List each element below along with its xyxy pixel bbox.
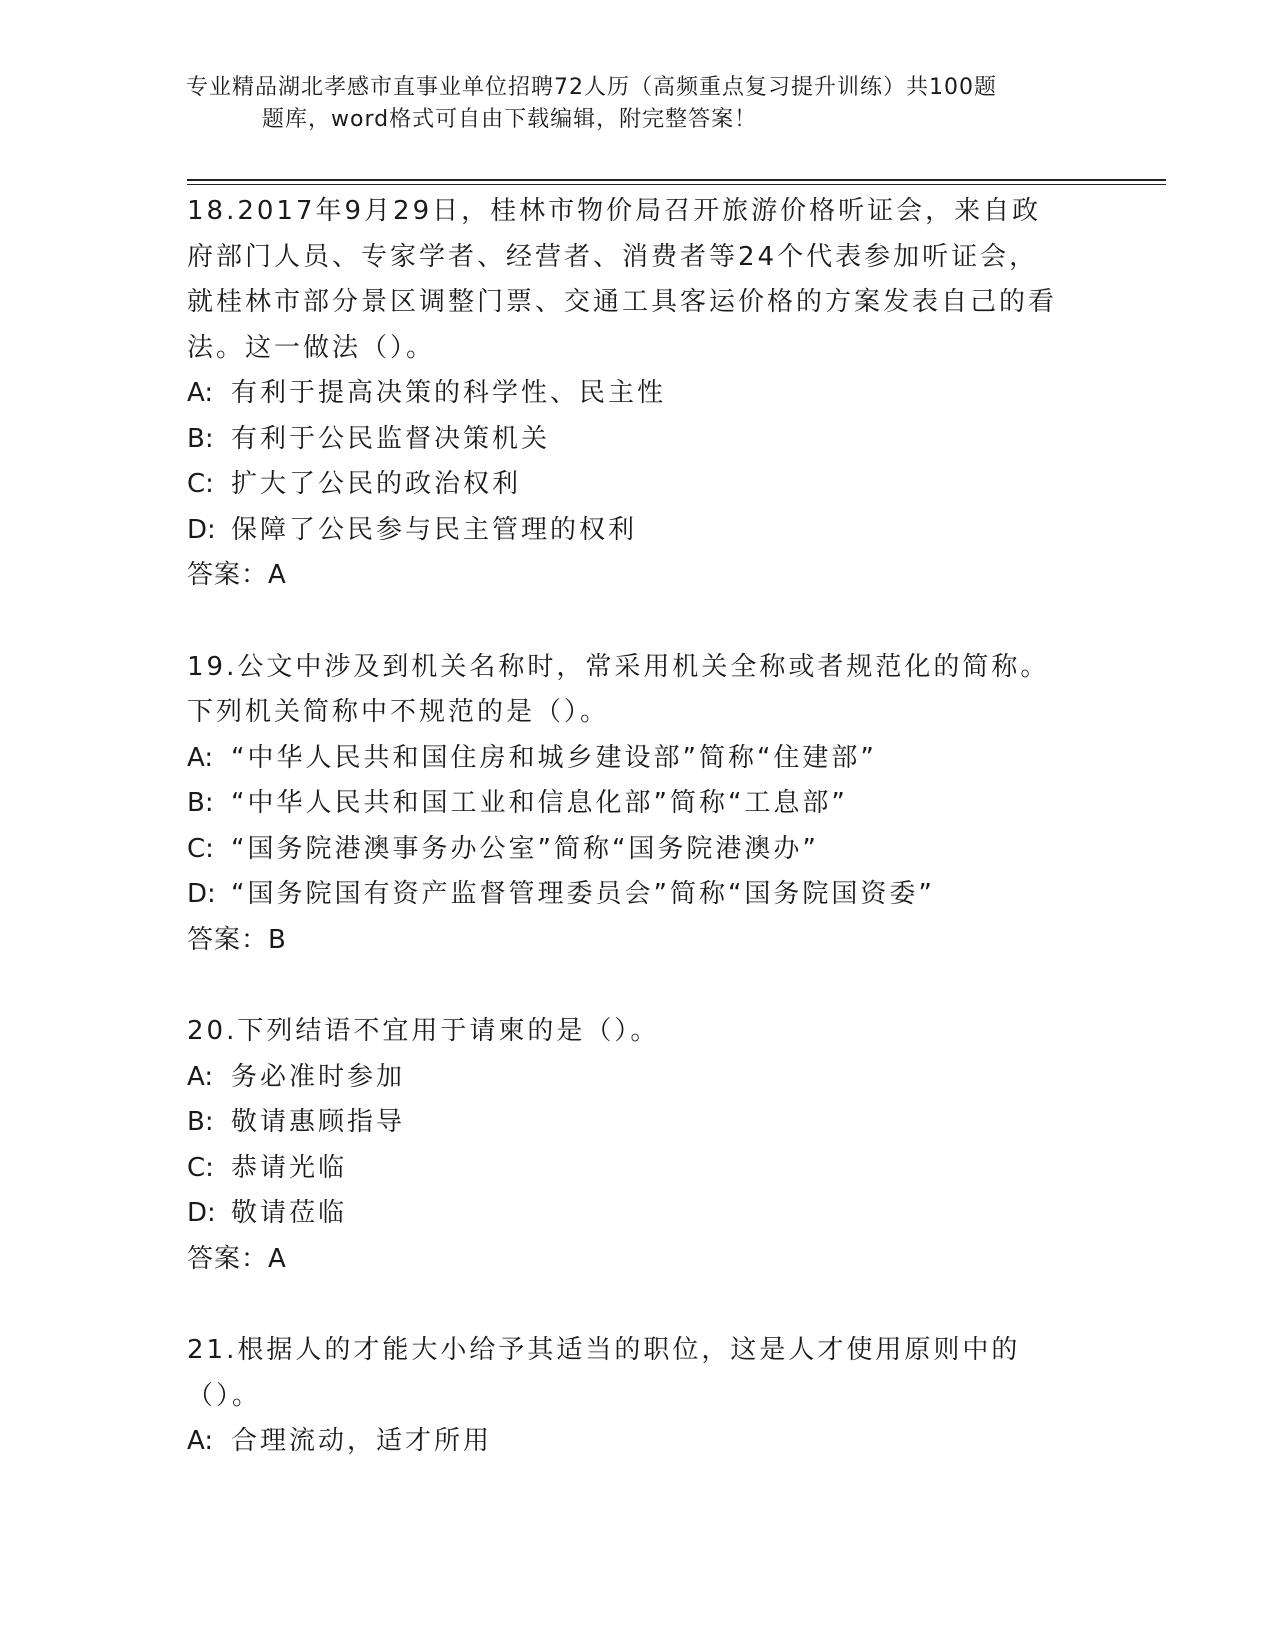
option-a — [187, 736, 1087, 782]
option-a — [187, 1419, 1087, 1465]
option-b — [187, 781, 1087, 827]
option-text: 合理流动，适才所用 — [231, 1426, 493, 1456]
option-label: B: — [187, 788, 214, 818]
option-label: B: — [187, 423, 214, 454]
header-divider-thick — [187, 179, 1166, 181]
answer-line: 答案：A — [187, 560, 287, 590]
option-text: 务必准时参加 — [231, 1061, 406, 1092]
option-c — [187, 462, 1087, 508]
option-label: A: — [187, 1426, 214, 1456]
option-text: 敬请莅临 — [231, 1198, 348, 1228]
option-text: 恭请光临 — [231, 1152, 348, 1183]
option-text: 保障了公民参与民主管理的权利 — [231, 514, 638, 545]
option-label: C: — [187, 1152, 214, 1183]
question-text: 20.下列结语不宜用于请柬的是（）。 — [187, 1016, 660, 1046]
option-d — [187, 508, 1087, 554]
option-text: 有利于公民监督决策机关 — [231, 423, 551, 454]
option-b — [187, 417, 1087, 463]
question-list — [187, 189, 1087, 1511]
option-c — [187, 827, 1087, 873]
header-line-1: 专业精品湖北孝感市直事业单位招聘72人历（高频重点复习提升训练）共100题 — [186, 75, 997, 100]
option-text: 扩大了公民的政治权利 — [231, 469, 522, 499]
option-label: D: — [187, 514, 216, 545]
option-label: D: — [187, 1198, 216, 1228]
option-text: 有利于提高决策的科学性、民主性 — [231, 378, 667, 408]
question-text: 18.2017年9月29日，桂林市物价局召开旅游价格听证会，来自政府部门人员、专家学者、经营者、消费者等24个代表参加听证会，就桂林市部分景区调整门票、交通工具客运价格的方案发表自己的看法。这一做法（）。 — [187, 196, 1058, 363]
option-label: B: — [187, 1107, 214, 1137]
option-label: C: — [187, 469, 214, 499]
option-c — [187, 1146, 1087, 1192]
answer-line: 答案：B — [187, 924, 287, 955]
question-20 — [187, 1009, 1087, 1282]
question-19 — [187, 645, 1087, 964]
option-text: “中华人民共和国工业和信息化部”简称“工息部” — [231, 788, 848, 818]
question-21 — [187, 1328, 1087, 1465]
option-d — [187, 872, 1087, 918]
option-label: D: — [187, 879, 216, 909]
option-text: “中华人民共和国住房和城乡建设部”简称“住建部” — [231, 742, 877, 773]
header-line-2: 题库，word格式可自由下载编辑，附完整答案！ — [262, 107, 758, 132]
option-label: A: — [187, 378, 214, 408]
document-header — [186, 72, 1086, 136]
option-a — [187, 371, 1087, 417]
option-label: C: — [187, 833, 214, 864]
option-text: “国务院港澳事务办公室”简称“国务院港澳办” — [231, 833, 819, 864]
question-18 — [187, 189, 1087, 599]
option-label: A: — [187, 742, 214, 773]
answer-line: 答案：A — [187, 1243, 287, 1274]
header-divider-thin — [187, 184, 1166, 185]
question-text: 21.根据人的才能大小给予其适当的职位，这是人才使用原则中的（）。 — [187, 1335, 1021, 1411]
option-d — [187, 1191, 1087, 1237]
option-text: “国务院国有资产监督管理委员会”简称“国务院国资委” — [231, 879, 935, 909]
option-text: 敬请惠顾指导 — [231, 1107, 406, 1137]
option-a — [187, 1055, 1087, 1101]
option-b — [187, 1100, 1087, 1146]
question-text: 19.公文中涉及到机关名称时，常采用机关全称或者规范化的简称。下列机关简称中不规范的是（）。 — [187, 651, 1050, 727]
option-label: A: — [187, 1061, 214, 1092]
